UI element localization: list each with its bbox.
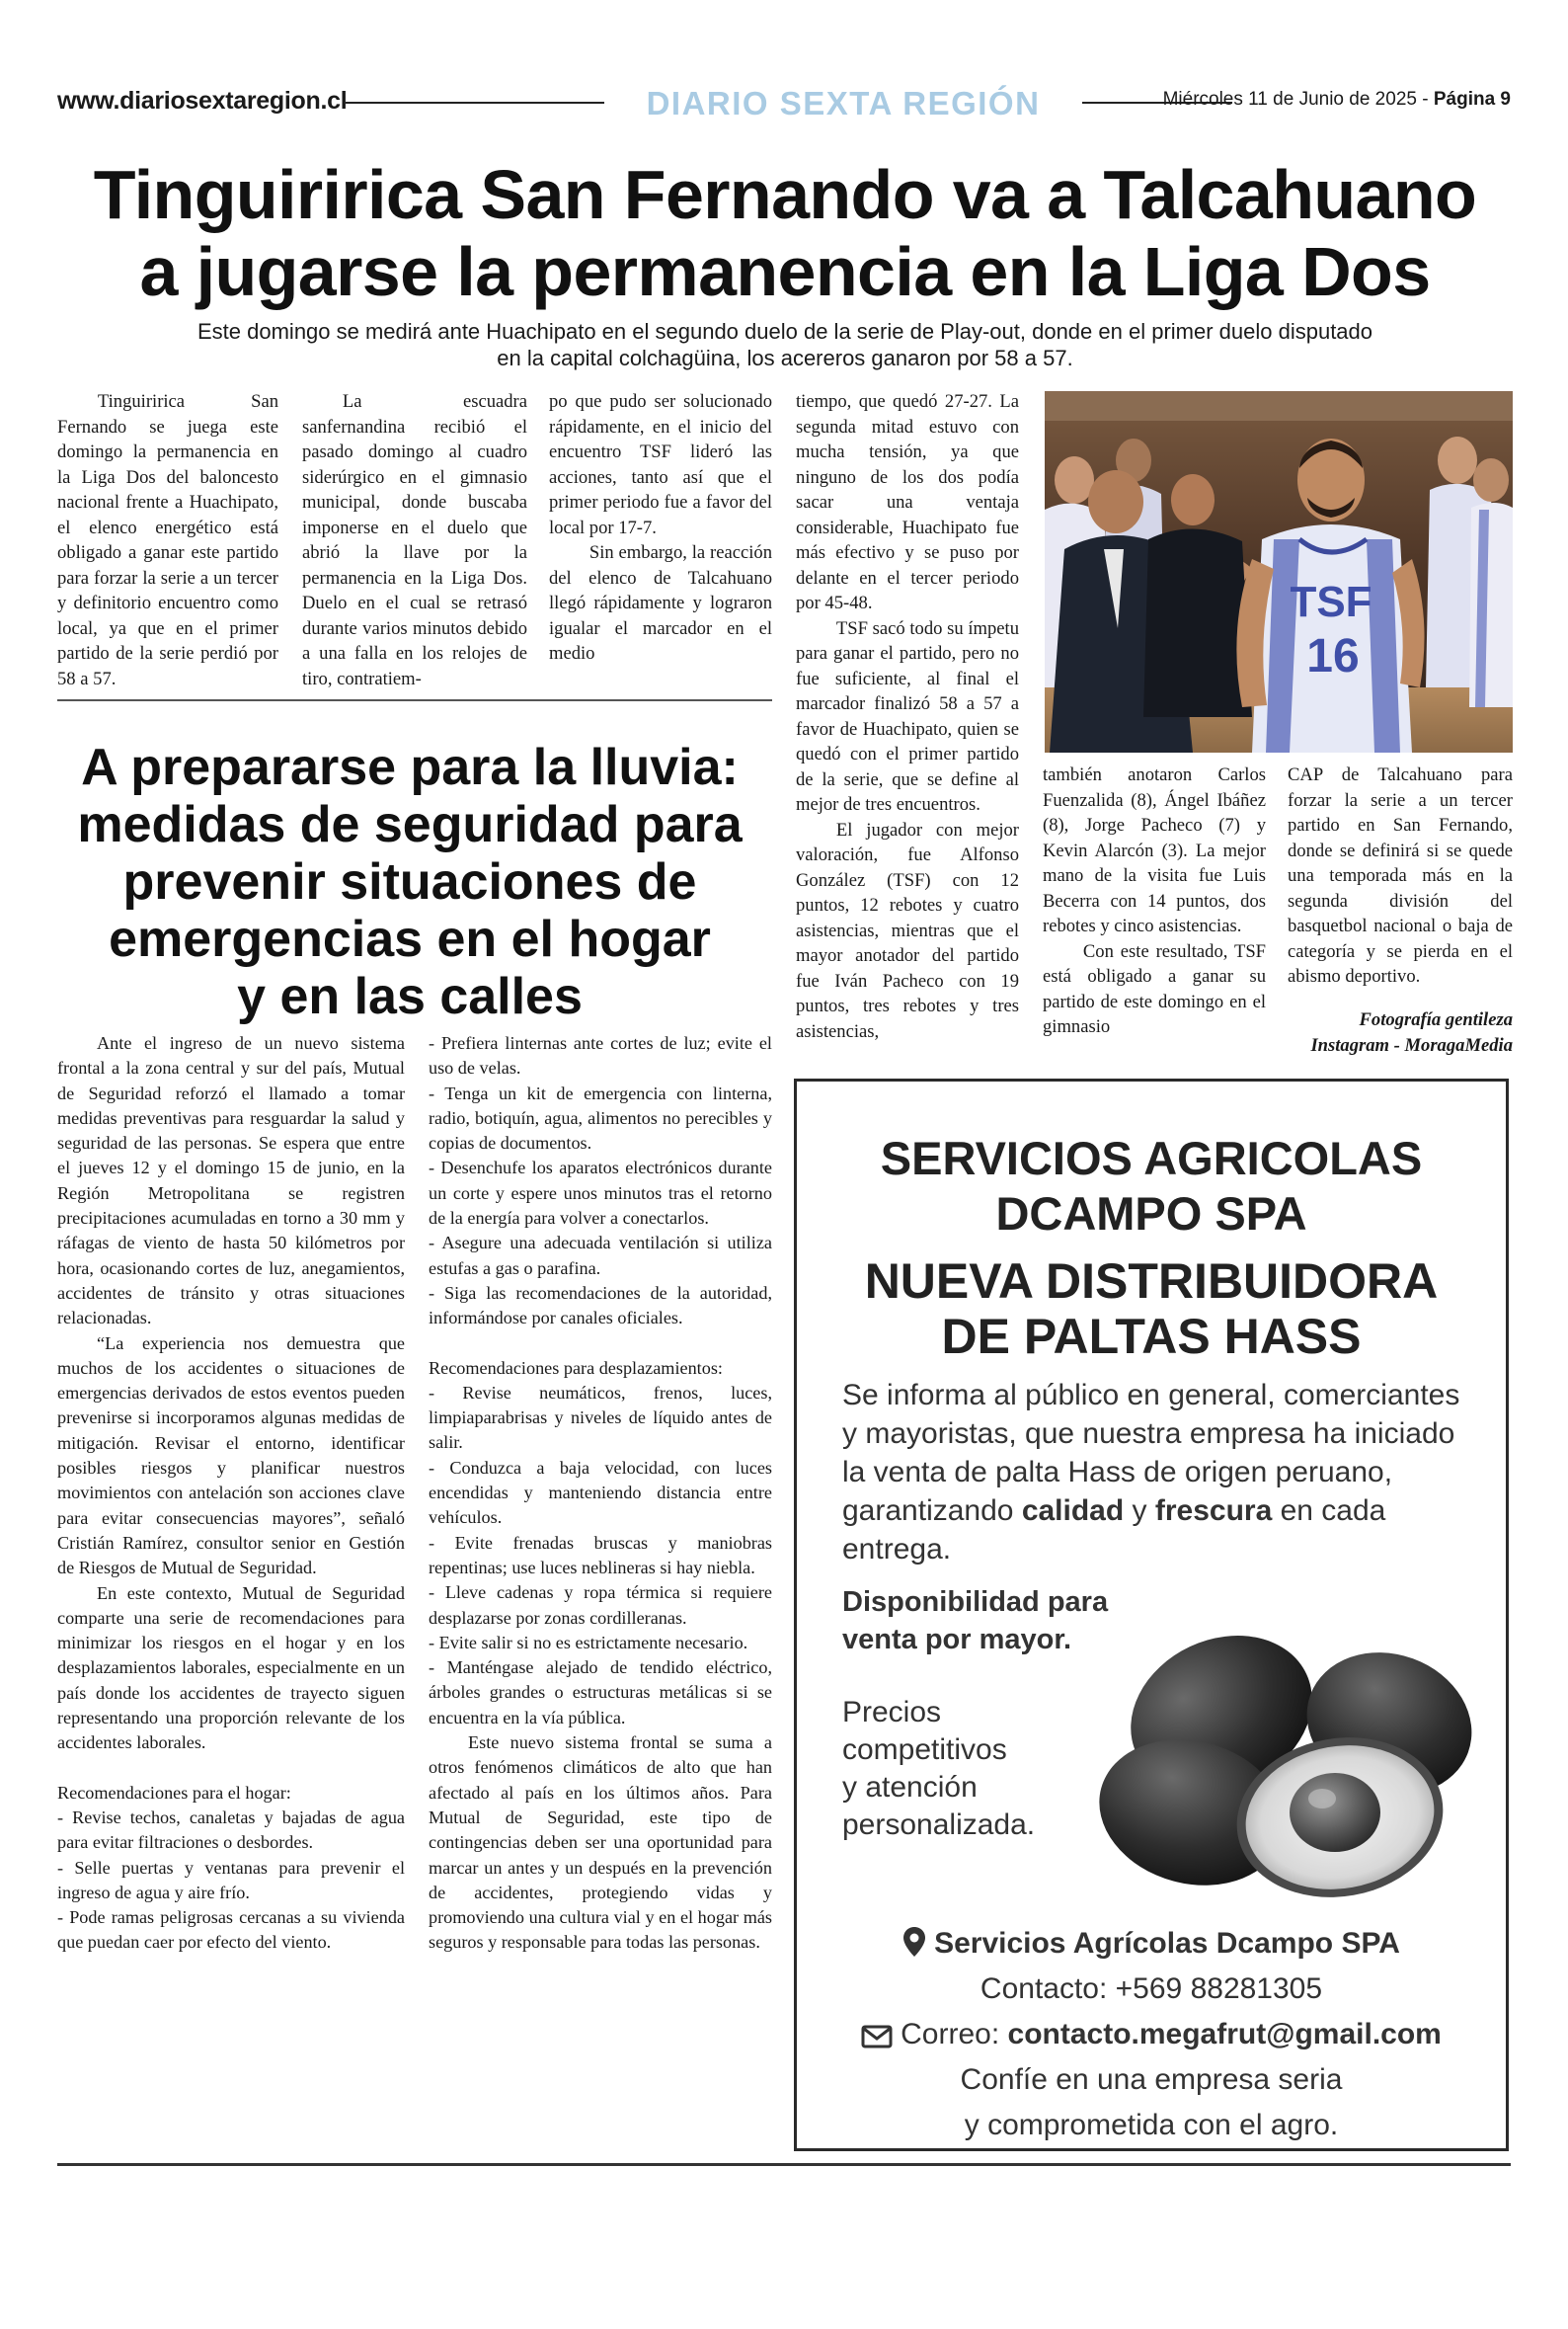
- travel-recommendation-item: - Manténgase alejado de tendido eléctrico, árboles grandes o estructuras metálicas si se encuentra en la vía pública.: [429, 1657, 772, 1727]
- ad-company-line2: DCAMPO SPA: [995, 1187, 1307, 1240]
- article1-paragraph: también anotaron Carlos Fuenzalida (8), Ángel Ibáñez (8), Jorge Pacheco (7) y Kevin Alarcón (3). La mejor mano de la visita fue Luis Becerra con 14 puntos, dos rebotes y cinco asistencias.: [1043, 764, 1266, 936]
- ad-email-row: [797, 2012, 1506, 2057]
- ad-intro-end: en cada entrega.: [842, 1494, 1386, 1566]
- article1-subheadline-line2: en la capital colchagüina, los acereros ganaron por 58 a 57.: [497, 346, 1073, 370]
- ad-contact-block: [797, 1921, 1506, 2148]
- photo-credit-line1: Fotografía gentileza: [1359, 1009, 1513, 1030]
- article2-column-1: [57, 1031, 405, 1956]
- home-recommendation-item: - Selle puertas y ventanas para prevenir el ingreso de agua y aire frío.: [57, 1857, 405, 1902]
- article1-headline-line2: a jugarse la permanencia en la Liga Dos: [139, 233, 1431, 310]
- issue-date: [1163, 89, 1511, 111]
- article2-headline-line1: A prepararse para la lluvia:: [81, 739, 739, 796]
- travel-recommendations-heading: Recomendaciones para desplazamientos:: [429, 1357, 723, 1378]
- ad-intro-bold-quality: calidad: [1021, 1494, 1125, 1527]
- basketball-photo: [1045, 391, 1513, 753]
- ad-headline-line1: NUEVA DISTRIBUIDORA: [864, 1253, 1439, 1309]
- article1-paragraph: CAP de Talcahuano para forzar la serie a un tercer partido en San Fernando, donde se definirá si se quede una temporada más en la segunda división del basquetbol nacional o baja de categoría y se pierda en el abismo deportivo.: [1288, 764, 1513, 987]
- article2-column-2: [429, 1031, 772, 1956]
- home-recommendation-item: - Tenga un kit de emergencia con linterna, radio, botiquín, agua, alimentos no perecibles y copias de documentos.: [429, 1083, 772, 1154]
- travel-recommendation-item: - Lleve cadenas y ropa térmica si requiere desplazarse por zonas cordilleranas.: [429, 1582, 772, 1628]
- ad-prices-line2: competitivos: [842, 1733, 1007, 1766]
- article1-paragraph: Tinguiririca San Fernando se juega este domingo la permanencia en la Liga Dos del baloncesto nacional frente a Huachipato, el elenco energético está obligado a ganar este partido para forzar la serie a un tercer y definitorio encuentro como local, ya que en el primer partido de la serie perdió por 58 a 57.: [57, 391, 278, 689]
- home-recommendation-item: - Asegure una adecuada ventilación si utiliza estufas a gas o parafina.: [429, 1233, 772, 1278]
- article1-column-5: [1043, 763, 1266, 1040]
- article1-column-4: [796, 389, 1019, 1044]
- home-recommendation-item: - Desenchufe los aparatos electrónicos durante un corte y espere unos minutos tras el retorno de la energía para volver a conectarlos.: [429, 1158, 772, 1229]
- article1-column-2: [302, 389, 527, 691]
- website-url: www.diariosextaregion.cl: [57, 87, 348, 115]
- ad-closing-line1: Confíe en una empresa seria: [960, 2063, 1343, 2096]
- travel-recommendation-item: - Conduzca a baja velocidad, con luces encendidas y manteniendo distancia entre vehículos.: [429, 1457, 772, 1528]
- ad-prices-line1: Precios: [842, 1696, 942, 1728]
- article1-column-3: [549, 389, 772, 667]
- section-divider: [57, 699, 772, 701]
- ad-availability-line1: Disponibilidad para: [842, 1586, 1109, 1618]
- page-number: Página 9: [1433, 89, 1511, 110]
- ad-headline-line2: DE PALTAS HASS: [941, 1309, 1362, 1364]
- travel-recommendation-item: - Evite frenadas bruscas y maniobras repentinas; use luces neblineras si hay niebla.: [429, 1532, 772, 1577]
- photo-credit: [1284, 1007, 1513, 1059]
- ad-intro-bold-freshness: frescura: [1154, 1494, 1273, 1527]
- article2-headline: [49, 739, 770, 1025]
- article2-headline-line2: medidas de seguridad para: [77, 796, 743, 853]
- ad-headline: [797, 1253, 1506, 1364]
- article1-paragraph: Sin embargo, la reacción del elenco de Talcahuano llegó rápidamente y lograron igualar el marcador en el medio: [549, 542, 772, 664]
- ad-email-prefix: Correo:: [901, 2018, 1008, 2050]
- travel-recommendation-item: - Evite salir si no es estrictamente necesario.: [429, 1632, 748, 1652]
- advertisement-box: [794, 1079, 1509, 2151]
- ad-location-label: Servicios Agrícolas Dcampo SPA: [934, 1927, 1400, 1960]
- ad-intro-and: y: [1124, 1494, 1155, 1527]
- article2-headline-line4: emergencias en el hogar: [109, 911, 711, 968]
- ad-email-address: contacto.megafrut@gmail.com: [1007, 2018, 1442, 2050]
- masthead: [57, 87, 1511, 120]
- article1-subheadline: [197, 318, 1372, 371]
- article1-paragraph: La escuadra sanfernandina recibió el pasado domingo al cuadro siderúrgico en el gimnasio municipal, donde buscaba imponerse en el duelo que abrió la llave por la permanencia en la Liga Dos. Duelo en el cual se retrasó durante varios minutos debido a una falla en los relojes de tiro, contratiem-: [302, 391, 527, 689]
- home-recommendation-item: - Siga las recomendaciones de la autoridad, informándose por canales oficiales.: [429, 1282, 772, 1328]
- home-recommendation-item: - Revise techos, canaletas y bajadas de agua para evitar filtraciones o desbordes.: [57, 1807, 405, 1853]
- article1-paragraph: tiempo, que quedó 27-27. La segunda mitad estuvo con mucha tensión, ya que ninguno de los dos podía sacar una ventaja considerable, Huachipato fue más efectivo y se puso por delante en el tercer periodo por 45-48.: [796, 391, 1019, 613]
- article1-headline: [39, 156, 1530, 310]
- article2-paragraph: En este contexto, Mutual de Seguridad comparte una serie de recomendaciones para minimizar los riesgos en el hogar y en los desplazamientos laborales, especialmente en un país donde los accidentes de trayecto siguen representando una proporción relevante de los accidentes laborales.: [57, 1582, 405, 1753]
- location-pin-icon: [902, 1926, 926, 1958]
- article2-closing-paragraph: Este nuevo sistema frontal se suma a otros fenómenos climáticos de alto que han afectado al país en los últimos años. Para Mutual de Seguridad, este tipo de contingencias deben ser una oportunidad para marcar un antes y un después en la prevención de accidentes, protegiendo vidas y promoviendo una cultura vial y en el hogar más seguros y responsable para todas las personas.: [429, 1732, 772, 1953]
- article1-column-6: [1288, 763, 1513, 990]
- article1-headline-line1: Tinguiririca San Fernando va a Talcahuano: [93, 156, 1477, 233]
- article1-subheadline-line1: Este domingo se medirá ante Huachipato en el segundo duelo de la serie de Play-out, donde en el primer duelo disputado: [197, 319, 1373, 344]
- masthead-rule-left: [346, 102, 604, 104]
- home-recommendation-item: - Prefiera linternas ante cortes de luz; evite el uso de velas.: [429, 1033, 772, 1079]
- ad-location-row: [797, 1921, 1506, 1967]
- newspaper-name: DIARIO SEXTA REGIÓN: [646, 85, 1041, 121]
- jersey-number: 16: [1306, 630, 1360, 683]
- home-recommendations-heading: Recomendaciones para el hogar:: [57, 1782, 291, 1803]
- jersey-text: TSF: [1290, 578, 1372, 626]
- ad-prices-line4: personalizada.: [842, 1808, 1036, 1841]
- ad-availability-line2: venta por mayor.: [842, 1624, 1072, 1655]
- date-text: Miércoles 11 de Junio de 2025 -: [1162, 89, 1434, 110]
- basketball-photo-illustration: [1045, 391, 1513, 753]
- article2-paragraph: “La experiencia nos demuestra que muchos de los accidentes o situaciones de emergencias derivados de estos eventos pueden prevenirse si incorporamos algunas medidas de mitigación. Revisar el entorno, identificar posibles riesgos y planificar nuestros movimientos con antelación son acciones clave para evitar consecuencias mayores”, señaló Cristián Ramírez, consultor senior en Gestión de Riesgos de Mutual de Seguridad.: [57, 1332, 405, 1578]
- ad-closing-line2: y comprometida con el agro.: [964, 2109, 1339, 2141]
- home-recommendation-item: - Pode ramas peligrosas cercanas a su vivienda que puedan caer por efecto del viento.: [57, 1907, 405, 1953]
- ad-prices: [842, 1694, 1099, 1844]
- photo-credit-line2: Instagram - MoragaMedia: [1310, 1035, 1513, 1056]
- avocado-illustration: [1093, 1605, 1478, 1901]
- article1-paragraph: po que pudo ser solucionado rápidamente, en el inicio del encuentro TSF lideró las acciones, tanto así que el primer periodo fue a favor del local por 17-7.: [549, 391, 772, 538]
- ad-company-line1: SERVICIOS AGRICOLAS: [880, 1132, 1423, 1184]
- ad-company-name: [797, 1131, 1506, 1242]
- article1-paragraph: TSF sacó todo su ímpetu para ganar el partido, pero no fue suficiente, al final el marcador finalizó 58 a 57 a favor de Huachipato, quien se quedó con el primer partido de la serie, que se define al mejor de tres encuentros.: [796, 617, 1019, 815]
- ad-intro-text: [842, 1376, 1474, 1568]
- article2-headline-line5: y en las calles: [237, 968, 583, 1025]
- ad-phone-row: Contacto: +569 88281305: [980, 1972, 1323, 2005]
- article1-paragraph: El jugador con mejor valoración, fue Alfonso González (TSF) con 12 puntos, 12 rebotes y cuatro asistencias, mientras que el mayor anotador del partido fue Iván Pacheco con 19 puntos, tres rebotes y tres asistencias,: [796, 819, 1019, 1042]
- article1-paragraph: Con este resultado, TSF está obligado a ganar su partido de este domingo en el gimnasio: [1043, 940, 1266, 1037]
- article2-headline-line3: prevenir situaciones de: [122, 853, 697, 911]
- article1-column-1: [57, 389, 278, 691]
- page-bottom-rule: [57, 2163, 1511, 2166]
- travel-recommendation-item: - Revise neumáticos, frenos, luces, limpiaparabrisas y niveles de líquido antes de salir.: [429, 1382, 772, 1453]
- mail-icon: [861, 2025, 893, 2048]
- ad-prices-line3: y atención: [842, 1771, 978, 1804]
- article2-paragraph: Ante el ingreso de un nuevo sistema frontal a la zona central y sur del país, Mutual de Seguridad reforzó el llamado a tomar medidas preventivas para resguardar la salud y seguridad de las personas. Se espera que entre el jueves 12 y el domingo 15 de junio, en la Región Metropolitana se registren precipitaciones acumuladas en torno a 30 mm y ráfagas de viento de hasta 50 kilómetros por hora, ocasionando cortes de luz, anegamientos, accidentes de tránsito y otras situaciones relacionadas.: [57, 1033, 405, 1328]
- ad-intro-main: Se informa al público en general, comerciantes y mayoristas, que nuestra empresa ha iniciado la venta de palta Hass de origen peruano, garantizando: [842, 1379, 1460, 1527]
